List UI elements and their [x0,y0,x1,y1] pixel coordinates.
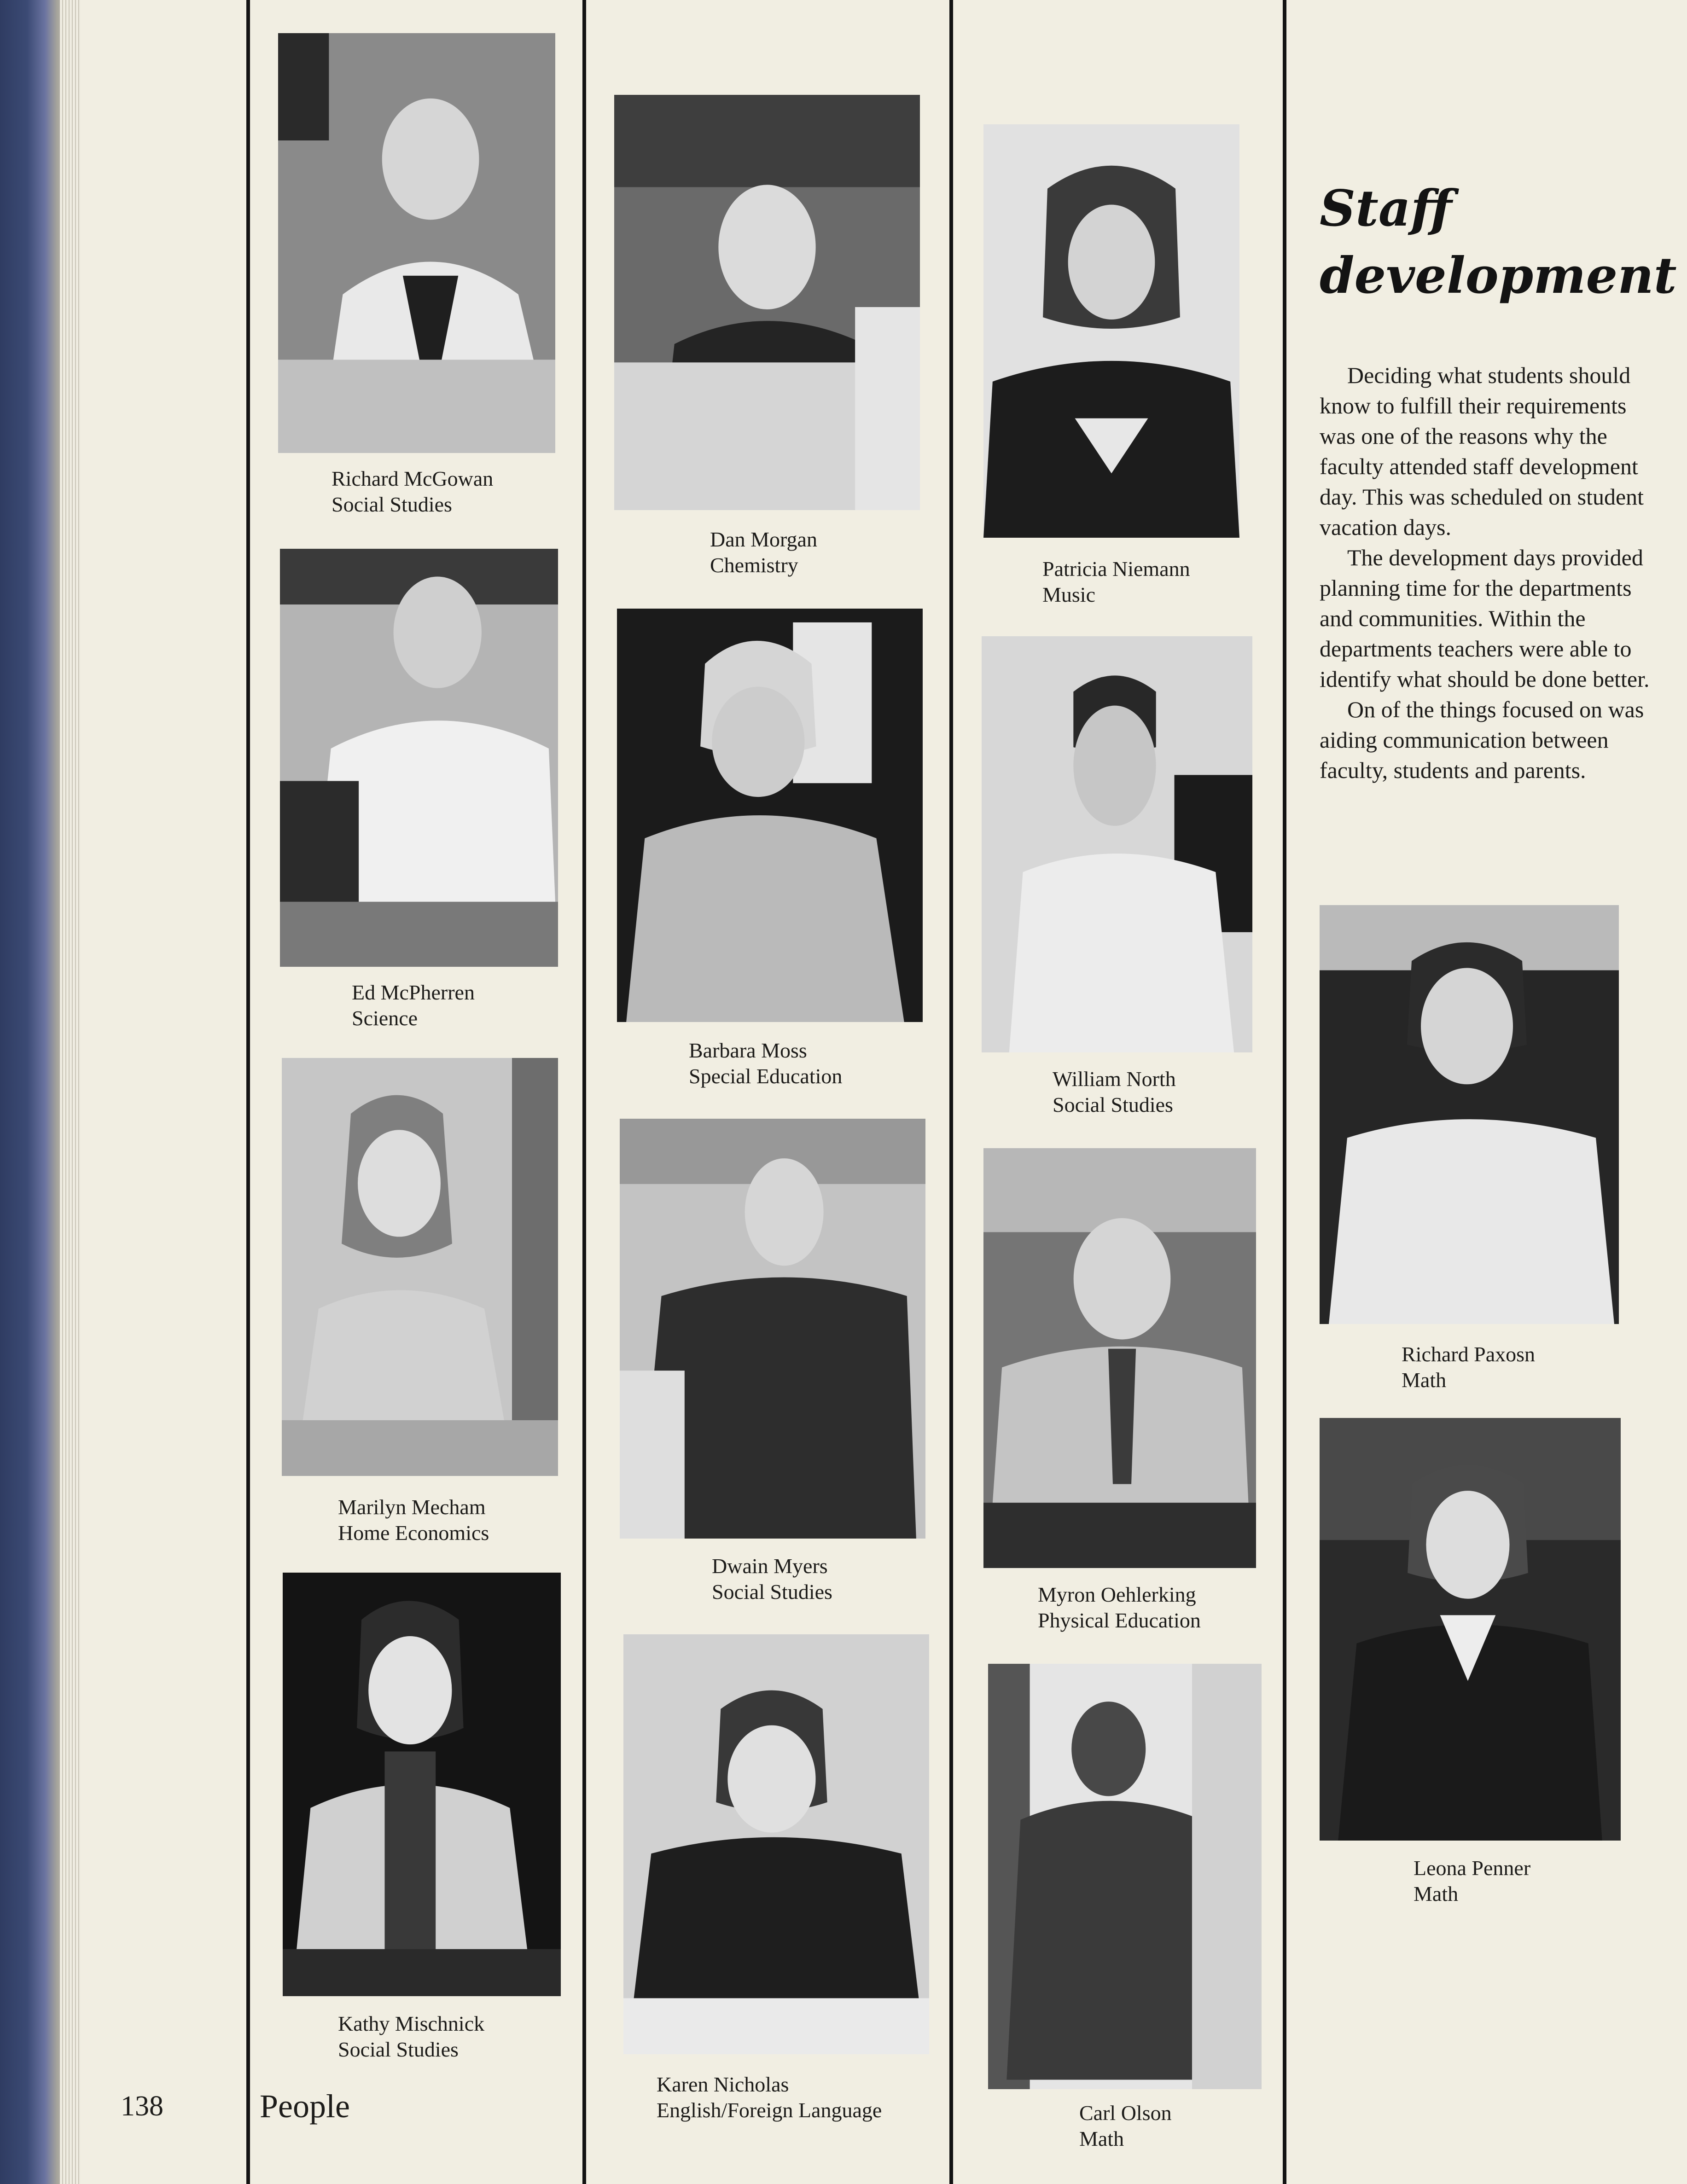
portrait-photo [617,609,923,1022]
staff-caption [712,1553,832,1605]
staff-name: Marilyn Mecham [338,1495,486,1519]
staff-subject: English/Foreign Language [657,2098,882,2122]
staff-name: Leona Penner [1414,1856,1531,1880]
portrait-photo [614,95,920,510]
staff-subject: Physical Education [1038,1609,1201,1632]
staff-caption [1042,556,1190,608]
staff-name: Patricia Niemann [1042,557,1190,581]
staff-caption [657,2072,882,2123]
article-paragraph: The development days provided planning time for the departments and communities. Within the departments teachers were able to identify what should be done better. [1320,545,1650,692]
staff-name: Ed McPherren [352,981,475,1004]
portrait-photo [982,636,1252,1052]
portrait-photo [283,1573,561,1996]
staff-name: Dwain Myers [712,1554,828,1578]
portrait-photo [1320,1418,1621,1841]
portrait-photo [983,124,1239,538]
staff-subject: Math [1079,2127,1124,2150]
staff-subject: Special Education [689,1064,843,1088]
staff-subject: Social Studies [338,2038,459,2061]
column-rule [949,0,953,2184]
page-title: Staff development [1320,180,1677,305]
portrait-photo [623,1634,929,2054]
staff-caption [1414,1855,1530,1907]
staff-name: Richard Paxosn [1402,1342,1536,1366]
staff-caption [1079,2100,1172,2152]
staff-name: Barbara Moss [689,1039,807,1062]
staff-caption [689,1038,842,1089]
staff-subject: Home Economics [338,1521,489,1545]
portrait-photo [988,1664,1262,2089]
staff-subject: Science [352,1006,418,1030]
staff-caption [332,466,493,517]
staff-caption [1053,1066,1176,1118]
staff-subject: Social Studies [332,493,452,516]
staff-caption [338,1494,489,1546]
page-number: 138 [121,2091,163,2122]
column-rule [1283,0,1286,2184]
staff-name: Karen Nicholas [657,2073,789,2096]
staff-subject: Social Studies [712,1580,832,1603]
article-paragraph: On of the things focused on was aiding communication between faculty, students and parents. [1320,697,1644,783]
page-edges [60,0,81,2184]
portrait-photo [620,1119,925,1539]
staff-caption [1402,1342,1535,1393]
staff-subject: Math [1414,1882,1459,1905]
portrait-photo [278,33,555,453]
portrait-photo [1320,905,1619,1324]
staff-name: Dan Morgan [710,528,817,551]
portrait-photo [280,549,558,967]
staff-caption [338,2011,484,2062]
portrait-photo [983,1148,1256,1568]
staff-name: Kathy Mischnick [338,2012,485,2035]
article-paragraph: Deciding what students should know to fulfill their requirements was one of the reasons why the faculty attended staff development day. This was scheduled on student vacation days. [1320,362,1644,540]
section-label: People [260,2088,350,2125]
staff-subject: Social Studies [1053,1093,1173,1116]
staff-caption [1038,1582,1201,1633]
portrait-photo [282,1058,558,1476]
column-rule [246,0,250,2184]
staff-name: Richard McGowan [332,467,494,490]
staff-name: William North [1053,1067,1176,1091]
staff-subject: Chemistry [710,553,798,577]
staff-name: Carl Olson [1079,2101,1172,2125]
staff-subject: Music [1042,583,1095,606]
staff-caption [710,527,817,578]
column-rule [582,0,586,2184]
staff-caption [352,980,475,1031]
article-text [1320,360,1656,785]
staff-name: Myron Oehlerking [1038,1583,1196,1606]
staff-subject: Math [1402,1368,1447,1392]
